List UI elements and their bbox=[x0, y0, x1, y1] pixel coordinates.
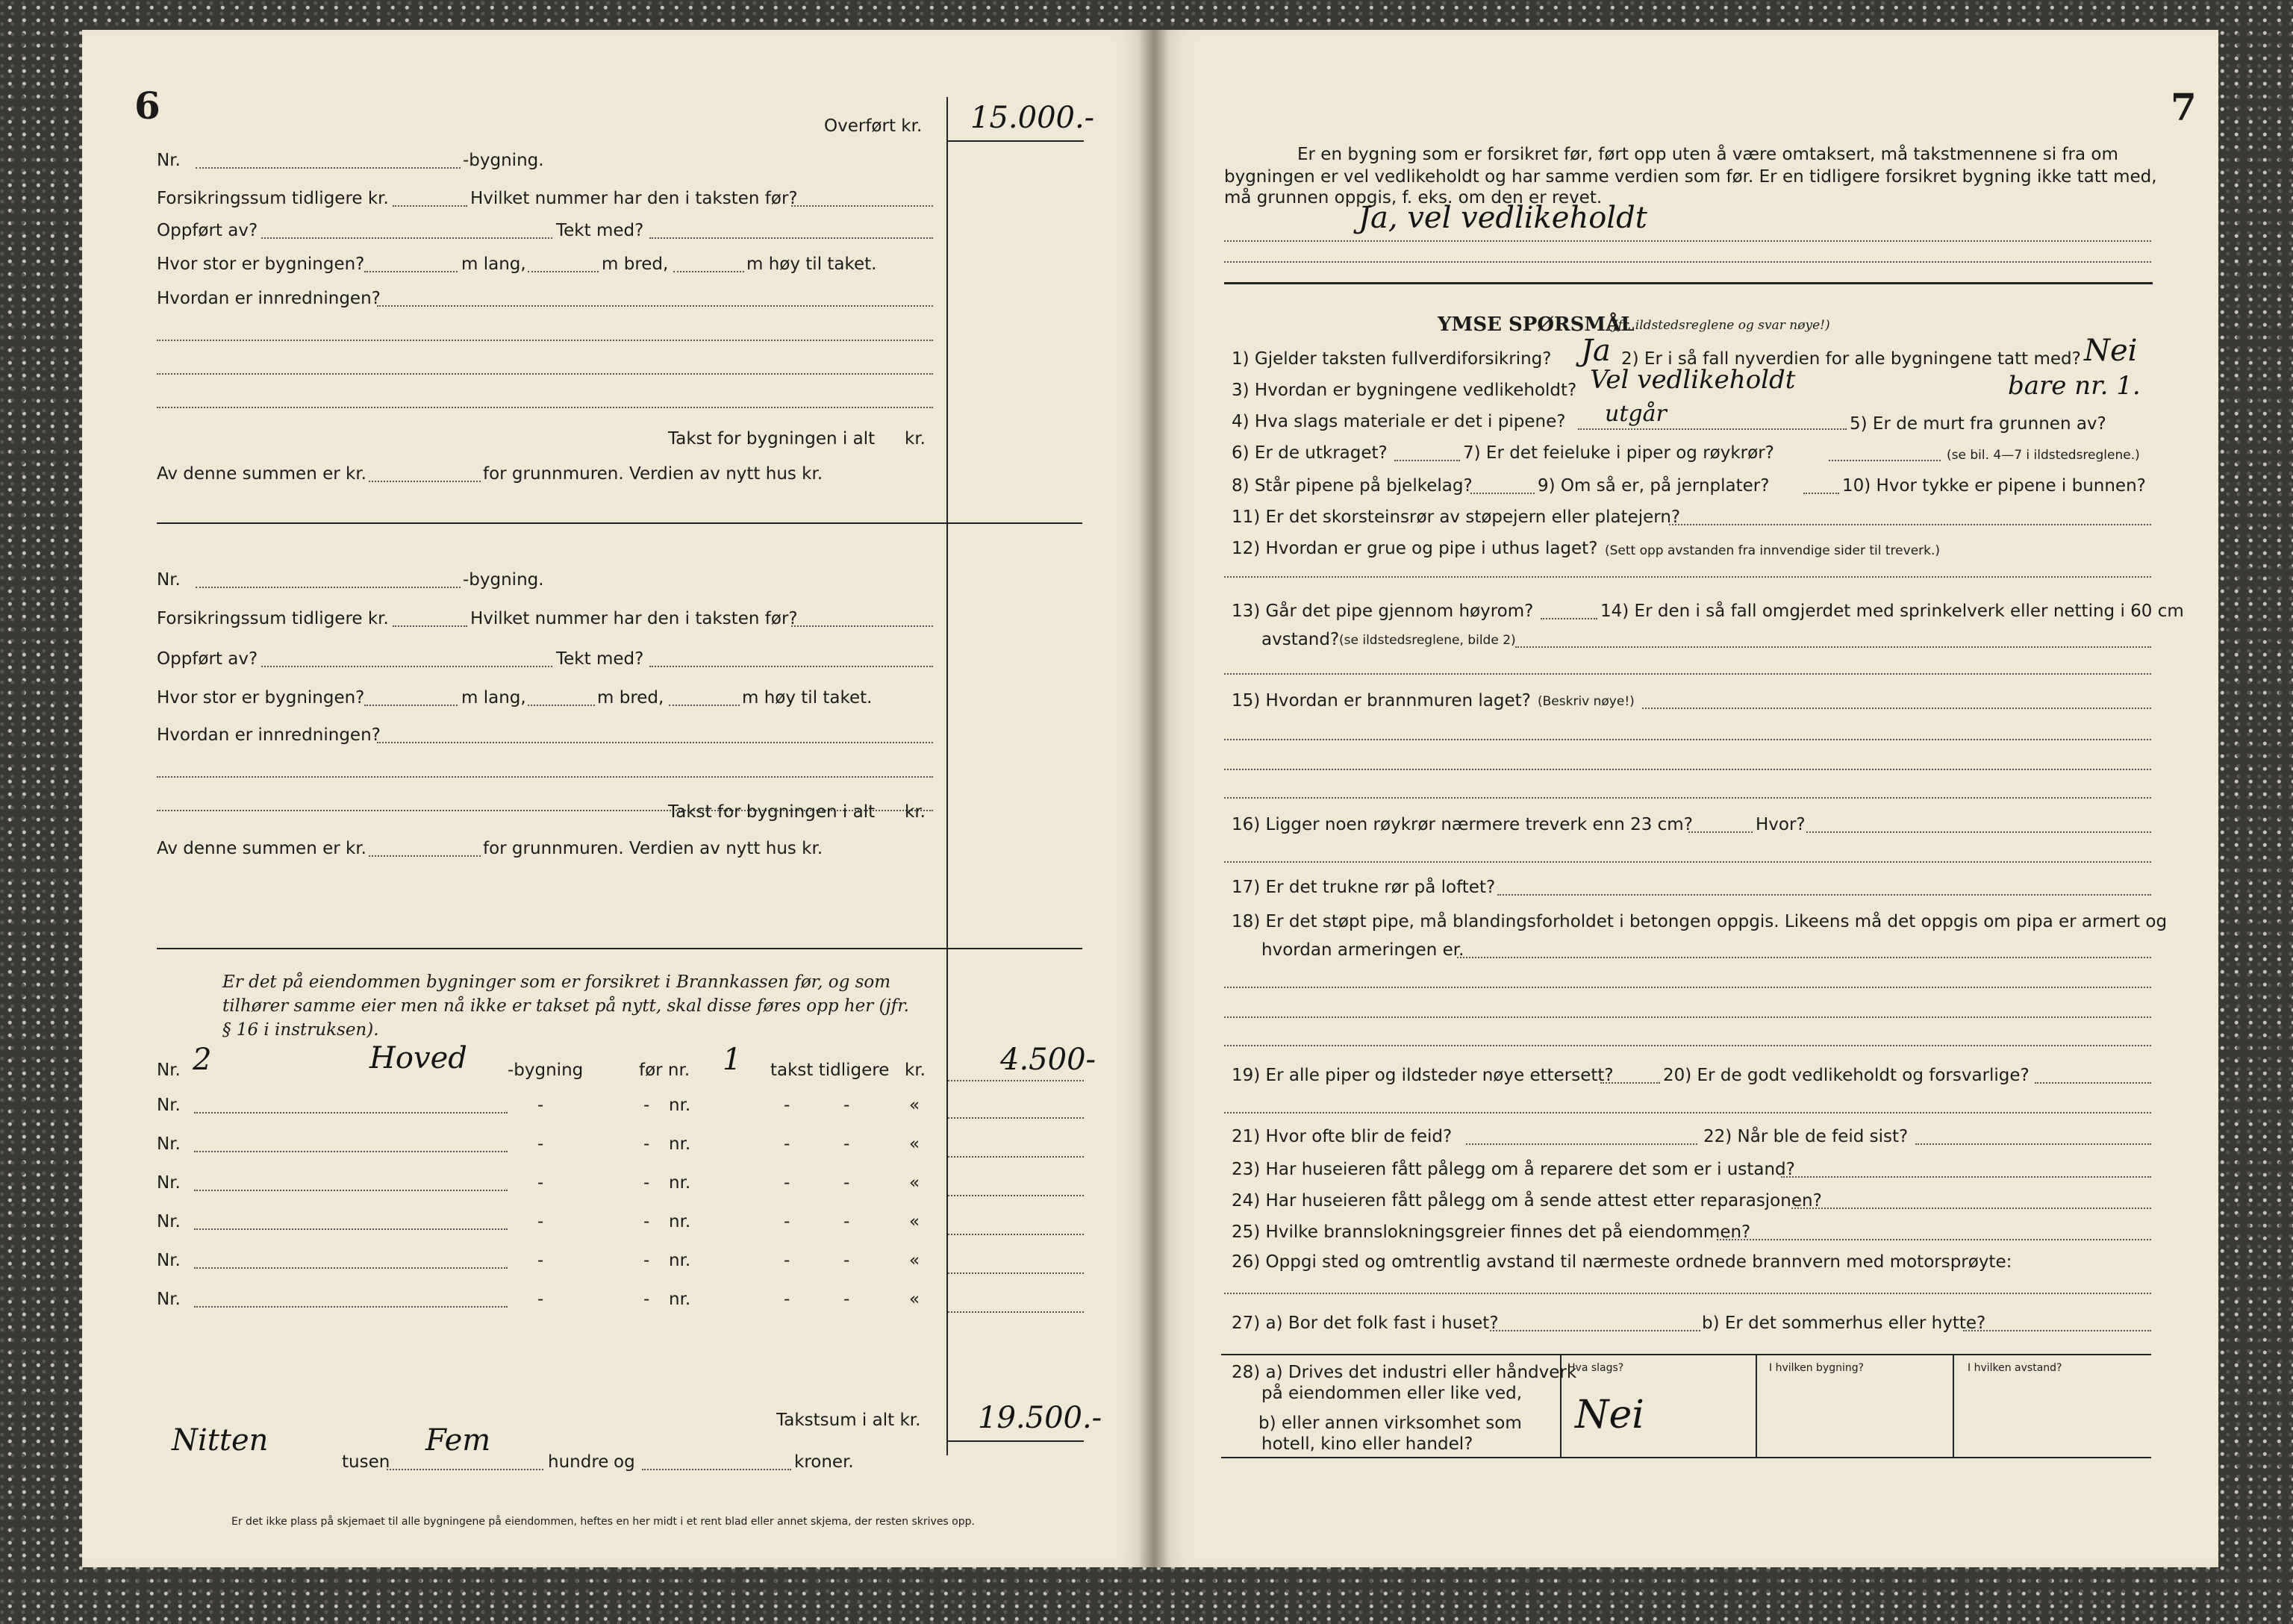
dotted-line bbox=[1497, 894, 2151, 896]
book-gutter bbox=[1139, 30, 1169, 1567]
q18: 18) Er det støpt pipe, må blandingsforholdet i betongen oppgis. Likeens må det oppgis om pipa er armert og bbox=[1232, 912, 2168, 931]
block2-kr-label: kr. bbox=[905, 802, 926, 822]
row4-quote: « bbox=[909, 1173, 920, 1193]
hundre-label: hundre bbox=[548, 1452, 609, 1472]
dotted-line bbox=[1466, 1143, 1697, 1145]
section-divider bbox=[1224, 282, 2153, 284]
block1-oppfort-label: Oppført av? bbox=[157, 221, 258, 240]
page-number-left: 6 bbox=[134, 84, 160, 128]
q22: 22) Når ble de feid sist? bbox=[1703, 1127, 1909, 1146]
dotted-line bbox=[1515, 646, 2151, 648]
page-number-right: 7 bbox=[2171, 85, 2197, 129]
overfort-value: 15.000.- bbox=[970, 101, 1095, 135]
row7-dash2: - bbox=[643, 1290, 650, 1309]
dotted-line bbox=[369, 481, 481, 482]
block1-forsikring-label: Forsikringssum tidligere kr. bbox=[157, 189, 389, 208]
amount-column-line bbox=[946, 97, 948, 1455]
section-divider bbox=[157, 948, 1082, 949]
q20: 20) Er de godt vedlikeholdt og forsvarlige? bbox=[1663, 1066, 2030, 1085]
intro-line-2: bygningen er vel vedlikeholdt og har samme verdien som før. Er en tidligere forsikret bygning ikke tatt med, bbox=[1224, 167, 2157, 187]
q14-note: (se ildstedsreglene, bilde 2) bbox=[1339, 633, 1516, 648]
q17: 17) Er det trukne rør på loftet? bbox=[1232, 878, 1496, 897]
row6-dash4: - bbox=[843, 1251, 850, 1270]
dotted-line bbox=[393, 625, 467, 627]
row2-nr-short: nr. bbox=[669, 1096, 691, 1115]
dotted-line bbox=[393, 205, 467, 207]
row5-dash: - bbox=[537, 1212, 544, 1231]
row7-nr-short: nr. bbox=[669, 1290, 691, 1309]
dotted-line bbox=[1394, 460, 1460, 461]
a3b: bare nr. 1. bbox=[2008, 371, 2141, 401]
takstsum-label: Takstsum i alt kr. bbox=[776, 1411, 921, 1430]
dotted-line bbox=[194, 1151, 508, 1152]
row7-dash3: - bbox=[784, 1290, 790, 1309]
row3-nr: Nr. bbox=[157, 1134, 181, 1154]
block2-nr-label: Nr. bbox=[157, 570, 181, 590]
block1-m-bred-label: m bred, bbox=[602, 254, 669, 274]
dotted-line bbox=[1803, 493, 1839, 494]
row6-dash2: - bbox=[643, 1251, 650, 1270]
q10: 10) Hvor tykke er pipene i bunnen? bbox=[1842, 476, 2146, 496]
q3: 3) Hvordan er bygningene vedlikeholdt? bbox=[1232, 381, 1577, 400]
intro-line-1: Er en bygning som er forsikret før, ført opp uten å være omtaksert, må takstmennene si fra om bbox=[1297, 145, 2118, 164]
dotted-line bbox=[528, 705, 595, 706]
block1-m-lang-label: m lang, bbox=[461, 254, 526, 274]
dotted-line bbox=[196, 587, 461, 588]
dotted-line bbox=[948, 1156, 1084, 1158]
block1-kr-label: kr. bbox=[905, 429, 926, 449]
row5-nr-short: nr. bbox=[669, 1212, 691, 1231]
row5-dash2: - bbox=[643, 1212, 650, 1231]
q25: 25) Hvilke brannslokningsgreier finnes det på eiendommen? bbox=[1232, 1222, 1751, 1242]
q2: 2) Er i så fall nyverdien for alle bygningene tatt med? bbox=[1621, 349, 2081, 369]
row6-quote: « bbox=[909, 1251, 920, 1270]
dotted-line bbox=[1806, 831, 2151, 833]
a4: utgår bbox=[1605, 401, 1667, 427]
overfort-underline bbox=[946, 140, 1084, 142]
dotted-line bbox=[1224, 1016, 2151, 1018]
overfort-label: Overført kr. bbox=[824, 116, 923, 136]
a1: Ja bbox=[1581, 334, 1611, 368]
row-takst-label: takst tidligere bbox=[770, 1061, 890, 1080]
dotted-line bbox=[364, 271, 458, 272]
dotted-line bbox=[194, 1267, 508, 1269]
hundre-value: Fem bbox=[425, 1423, 491, 1458]
dotted-line bbox=[196, 167, 461, 169]
row6-dash: - bbox=[537, 1251, 544, 1270]
block2-bygning-label: -bygning. bbox=[463, 570, 544, 590]
dotted-line bbox=[364, 705, 458, 706]
row-bygning-label: -bygning bbox=[508, 1061, 584, 1080]
row6-dash3: - bbox=[784, 1251, 790, 1270]
q28a2: på eiendommen eller like ved, bbox=[1261, 1384, 1523, 1403]
block2-av-denne-label: Av denne summen er kr. bbox=[157, 839, 366, 858]
block2-m-bred-label: m bred, bbox=[597, 688, 664, 708]
q11: 11) Er det skorsteinsrør av støpejern eller platejern? bbox=[1232, 508, 1681, 527]
q21: 21) Hvor ofte blir de feid? bbox=[1232, 1127, 1453, 1146]
q9: 9) Om så er, på jernplater? bbox=[1538, 476, 1770, 496]
dotted-line bbox=[387, 1469, 543, 1470]
block1-av-denne-label: Av denne summen er kr. bbox=[157, 464, 366, 484]
row7-dash4: - bbox=[843, 1290, 850, 1309]
row-kr-label: kr. bbox=[905, 1061, 926, 1080]
row-nr-value: 2 bbox=[193, 1043, 212, 1077]
dotted-line bbox=[948, 1117, 1084, 1119]
row4-nr-short: nr. bbox=[669, 1173, 691, 1193]
a3: Vel vedlikeholdt bbox=[1590, 365, 1796, 395]
row-bygning-value: Hoved bbox=[369, 1041, 467, 1075]
block2-grunnmur-label: for grunnmuren. Verdien av nytt hus kr. bbox=[483, 839, 823, 858]
row4-dash3: - bbox=[784, 1173, 790, 1193]
dotted-line bbox=[649, 237, 933, 239]
dotted-line bbox=[642, 1469, 791, 1470]
dotted-line bbox=[1717, 1239, 2151, 1240]
block2-oppfort-label: Oppført av? bbox=[157, 649, 258, 669]
q7: 7) Er det feieluke i piper og røykrør? bbox=[1463, 443, 1774, 463]
dotted-line bbox=[1642, 708, 2151, 709]
row2-dash2: - bbox=[643, 1096, 650, 1115]
takstsum-underline bbox=[946, 1440, 1084, 1442]
row2-dash3: - bbox=[784, 1096, 790, 1115]
q23: 23) Har huseieren fått pålegg om å reparere det som er i ustand? bbox=[1232, 1160, 1795, 1179]
dotted-line bbox=[1829, 460, 1941, 461]
q5: 5) Er de murt fra grunnen av? bbox=[1850, 414, 2106, 434]
dotted-line bbox=[157, 373, 933, 375]
block1-tekt-label: Tekt med? bbox=[556, 221, 644, 240]
a28: Nei bbox=[1575, 1393, 1644, 1437]
q12: 12) Hvordan er grue og pipe i uthus laget? bbox=[1232, 539, 1598, 558]
q7-note: (se bil. 4—7 i ildstedsreglene.) bbox=[1947, 448, 2140, 463]
dotted-line bbox=[1600, 1082, 1660, 1084]
dotted-line bbox=[1541, 618, 1597, 619]
block2-takst-label: Takst for bygningen i alt bbox=[668, 802, 876, 822]
row3-quote: « bbox=[909, 1134, 920, 1154]
left-footer-note: Er det ikke plass på skjemaet til alle bygningene på eiendommen, heftes en her midt i et rent blad eller annet skjema, der resten skrives opp. bbox=[231, 1516, 975, 1528]
dotted-line bbox=[1224, 1112, 2151, 1114]
block2-innredning-label: Hvordan er innredningen? bbox=[157, 725, 381, 745]
block1-m-hoy-label: m høy til taket. bbox=[746, 254, 877, 274]
dotted-line bbox=[157, 340, 933, 341]
q24: 24) Har huseieren fått pålegg om å sende attest etter reparasjonen? bbox=[1232, 1191, 1822, 1211]
row2-dash4: - bbox=[843, 1096, 850, 1115]
dotted-line bbox=[1224, 240, 2151, 242]
row5-dash4: - bbox=[843, 1212, 850, 1231]
row6-nr-short: nr. bbox=[669, 1251, 691, 1270]
dotted-line bbox=[1224, 261, 2151, 263]
dotted-line bbox=[528, 271, 599, 272]
block2-m-hoy-label: m høy til taket. bbox=[742, 688, 873, 708]
a2: Nei bbox=[2084, 334, 2138, 368]
dotted-line bbox=[1224, 987, 2151, 988]
row3-dash: - bbox=[537, 1134, 544, 1154]
q28-col-divider bbox=[1756, 1354, 1757, 1457]
row4-nr: Nr. bbox=[157, 1173, 181, 1193]
ymse-heading: YMSE SPØRSMÅL bbox=[1438, 313, 1635, 336]
q28-top-rule bbox=[1221, 1354, 2151, 1355]
intro-answer: Ja, vel vedlikeholdt bbox=[1358, 201, 1647, 235]
q28-bottom-rule bbox=[1221, 1457, 2151, 1458]
section-divider bbox=[157, 522, 1082, 524]
dotted-line bbox=[194, 1112, 508, 1114]
row5-nr: Nr. bbox=[157, 1212, 181, 1231]
dotted-line bbox=[1224, 769, 2151, 770]
dotted-line bbox=[1781, 1176, 2151, 1178]
q16: 16) Ligger noen røykrør nærmere treverk enn 23 cm? bbox=[1232, 815, 1693, 834]
q28b: b) eller annen virksomhet som bbox=[1258, 1414, 1522, 1433]
row4-dash4: - bbox=[843, 1173, 850, 1193]
dotted-line bbox=[948, 1080, 1084, 1081]
dotted-line bbox=[1688, 831, 1753, 833]
block1-innredning-label: Hvordan er innredningen? bbox=[157, 289, 381, 308]
dotted-line bbox=[377, 742, 933, 743]
row7-nr: Nr. bbox=[157, 1290, 181, 1309]
dotted-line bbox=[261, 237, 552, 239]
q15: 15) Hvordan er brannmuren laget? bbox=[1232, 691, 1531, 710]
dotted-line bbox=[1224, 1293, 2151, 1294]
block1-hvilket-label: Hvilket nummer har den i taksten før? bbox=[470, 189, 798, 208]
dotted-line bbox=[157, 776, 933, 778]
block1-takst-label: Takst for bygningen i alt bbox=[668, 429, 876, 449]
previous-buildings-note: Er det på eiendommen bygninger som er forsikret i Brannkassen før, og som tilhører samme eier men nå ikke er takset på nytt, skal disse føres opp her (jfr. § 16 i instruksen). bbox=[222, 972, 909, 1040]
block2-tekt-label: Tekt med? bbox=[556, 649, 644, 669]
row3-dash4: - bbox=[843, 1134, 850, 1154]
og-label: og bbox=[614, 1452, 635, 1472]
tusen-value: Nitten bbox=[172, 1423, 269, 1458]
q13: 13) Går det pipe gjennom høyrom? bbox=[1232, 602, 1534, 621]
dotted-line bbox=[1791, 1208, 2151, 1209]
takstsum-value: 19.500.- bbox=[978, 1401, 1102, 1435]
row-for-nr-value: 1 bbox=[723, 1043, 742, 1077]
dotted-line bbox=[1963, 1330, 2151, 1331]
dotted-line bbox=[1669, 524, 2151, 525]
row5-dash3: - bbox=[784, 1212, 790, 1231]
row-takst-value: 4.500- bbox=[1000, 1043, 1096, 1077]
col-hvilken-bygning: I hvilken bygning? bbox=[1769, 1362, 1865, 1374]
row3-dash2: - bbox=[643, 1134, 650, 1154]
q14: 14) Er den i så fall omgjerdet med sprinkelverk eller netting i 60 cm bbox=[1600, 602, 2184, 621]
dotted-line bbox=[1578, 428, 1847, 430]
row2-quote: « bbox=[909, 1096, 920, 1115]
row5-quote: « bbox=[909, 1212, 920, 1231]
dotted-line bbox=[377, 305, 933, 307]
dotted-line bbox=[669, 705, 740, 706]
row2-nr: Nr. bbox=[157, 1096, 181, 1115]
q1: 1) Gjelder taksten fullverdiforsikring? bbox=[1232, 349, 1552, 369]
block2-forsikring-label: Forsikringssum tidligere kr. bbox=[157, 609, 389, 628]
intro-line-3: må grunnen oppgis, f. eks. om den er revet. bbox=[1224, 188, 1603, 207]
block2-hvilket-label: Hvilket nummer har den i taksten før? bbox=[470, 609, 798, 628]
q12-note: (Sett opp avstanden fra innvendige sider til treverk.) bbox=[1605, 543, 1941, 558]
dotted-line bbox=[2035, 1082, 2151, 1084]
block2-hvor-stor-label: Hvor stor er bygningen? bbox=[157, 688, 365, 708]
q4: 4) Hva slags materiale er det i pipene? bbox=[1232, 412, 1566, 431]
dotted-line bbox=[948, 1311, 1084, 1313]
q8: 8) Står pipene på bjelkelag? bbox=[1232, 476, 1473, 496]
block1-bygning-label: -bygning. bbox=[463, 151, 544, 170]
block1-grunnmur-label: for grunnmuren. Verdien av nytt hus kr. bbox=[483, 464, 823, 484]
block1-nr-label: Nr. bbox=[157, 151, 181, 170]
dotted-line bbox=[1224, 861, 2151, 863]
row3-dash3: - bbox=[784, 1134, 790, 1154]
row4-dash2: - bbox=[643, 1173, 650, 1193]
dotted-line bbox=[673, 271, 744, 272]
q27b: b) Er det sommerhus eller hytte? bbox=[1702, 1314, 1986, 1333]
block1-hvor-stor-label: Hvor stor er bygningen? bbox=[157, 254, 365, 274]
q28-col-divider bbox=[1953, 1354, 1954, 1457]
tusen-label: tusen bbox=[342, 1452, 390, 1472]
dotted-line bbox=[1224, 576, 2151, 578]
dotted-line bbox=[1490, 1330, 1700, 1331]
row2-dash: - bbox=[537, 1096, 544, 1115]
block2-m-lang-label: m lang, bbox=[461, 688, 526, 708]
row3-nr-short: nr. bbox=[669, 1134, 691, 1154]
dotted-line bbox=[948, 1272, 1084, 1274]
q27: 27) a) Bor det folk fast i huset? bbox=[1232, 1314, 1499, 1333]
dotted-line bbox=[791, 625, 933, 627]
dotted-line bbox=[1457, 957, 2151, 958]
q16b: Hvor? bbox=[1756, 815, 1806, 834]
kroner-label: kroner. bbox=[794, 1452, 854, 1472]
row4-dash: - bbox=[537, 1173, 544, 1193]
dotted-line bbox=[948, 1195, 1084, 1196]
row6-nr: Nr. bbox=[157, 1251, 181, 1270]
dotted-line bbox=[261, 666, 552, 667]
dotted-line bbox=[1224, 673, 2151, 675]
dotted-line bbox=[1224, 797, 2151, 799]
dotted-line bbox=[194, 1306, 508, 1308]
q28b2: hotell, kino eller handel? bbox=[1261, 1434, 1473, 1454]
ymse-heading-note: (Jfr. ildstedsreglene og svar nøye!) bbox=[1608, 318, 1830, 333]
dotted-line bbox=[1224, 739, 2151, 740]
q6: 6) Er de utkraget? bbox=[1232, 443, 1388, 463]
dotted-line bbox=[791, 205, 933, 207]
q26: 26) Oppgi sted og omtrentlig avstand til nærmeste ordnede brannvern med motorsprøyte: bbox=[1232, 1252, 2012, 1272]
q18b: hvordan armeringen er. bbox=[1261, 940, 1464, 960]
q28: 28) a) Drives det industri eller håndverk bbox=[1232, 1363, 1577, 1382]
right-page bbox=[1154, 30, 2218, 1567]
col-hvilken-avstand: I hvilken avstand? bbox=[1968, 1362, 2062, 1374]
dotted-line bbox=[369, 855, 481, 857]
row7-quote: « bbox=[909, 1290, 920, 1309]
dotted-line bbox=[948, 1234, 1084, 1235]
dotted-line bbox=[649, 666, 933, 667]
col-hva-slags: Hva slags? bbox=[1567, 1362, 1624, 1374]
dotted-line bbox=[1224, 1045, 2151, 1046]
dotted-line bbox=[194, 1190, 508, 1191]
q19: 19) Er alle piper og ildsteder nøye ettersett? bbox=[1232, 1066, 1614, 1085]
row-for-nr-label: før nr. bbox=[639, 1061, 690, 1080]
dotted-line bbox=[194, 1228, 508, 1230]
dotted-line bbox=[1915, 1143, 2151, 1145]
dotted-line bbox=[1470, 493, 1535, 494]
row7-dash: - bbox=[537, 1290, 544, 1309]
q15-note: (Beskriv nøye!) bbox=[1538, 694, 1635, 709]
row-nr-label: Nr. bbox=[157, 1061, 181, 1080]
q14b: avstand? bbox=[1261, 630, 1340, 649]
dotted-line bbox=[157, 407, 933, 408]
